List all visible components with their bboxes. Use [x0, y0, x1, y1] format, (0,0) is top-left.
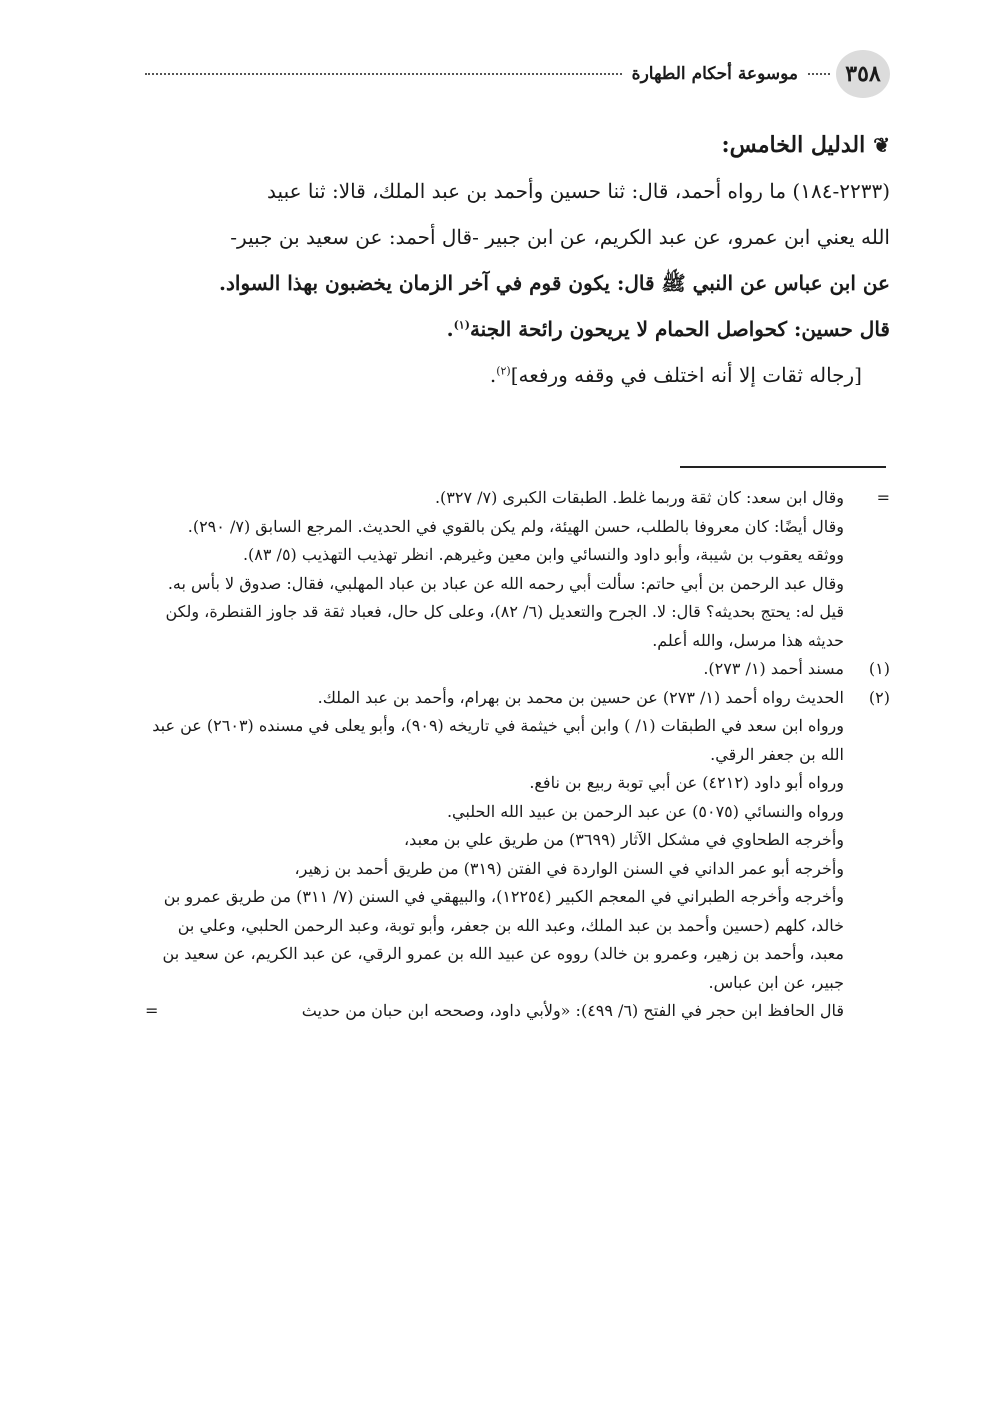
- continuation-body: [145, 484, 844, 655]
- header-dots-left: [145, 73, 622, 75]
- footnotes: [145, 484, 890, 1026]
- continuation-para: وقال أيضًا: كان معروفا بالطلب، حسن الهيئة، ولم يكن بالقوي في الحديث. المرجع السابق (٧/ ٢٩٠).: [187, 516, 844, 536]
- footnote-2-para: وأخرجه الطحاوي في مشكل الآثار (٣٦٩٩) من طريق علي بن معبد،: [404, 830, 844, 849]
- footnote-2-para: الحديث رواه أحمد (١/ ٢٧٣) عن حسين بن محمد بن بهرام، وأحمد بن عبد الملك.: [317, 687, 844, 707]
- footnote-2-para: ورواه ابن سعد في الطبقات (١/ ) وابن أبي خيثمة في تاريخه (٩٠٩)، وأبو يعلى في مسنده (٢٦٠٣) عن عبد الله بن جعفر الرقي.: [152, 716, 844, 764]
- line4-period: .: [446, 317, 454, 341]
- continued-mark: =: [145, 1001, 159, 1020]
- footnote-2-para: وأخرجه أبو عمر الداني في السنن الواردة في الفتن (٣١٩) من طريق أحمد بن زهير،: [294, 858, 844, 878]
- footnote-2-last-text: قال الحافظ ابن حجر في الفتح (٦/ ٤٩٩): «ولأبي داود، وصححه ابن حبان من حديث: [301, 1001, 844, 1020]
- header-dots-right: [808, 73, 830, 75]
- footnote-1: [145, 655, 890, 684]
- footnote-2-body: [145, 684, 844, 1026]
- footnote-2-mark: (٢): [868, 687, 890, 707]
- hadith-line-3: عن ابن عباس عن النبي ﷺ قال: يكون قوم في آخر الزمان يخضبون بهذا السواد.: [219, 271, 890, 295]
- heading-text: الدليل الخامس:: [721, 132, 866, 158]
- footnote-ref-2[interactable]: (٢): [496, 364, 511, 378]
- grade-line: [145, 352, 890, 398]
- running-header: [145, 50, 890, 98]
- grade-text: [رجاله ثقات إلا أنه اختلف في وقفه ورفعه]: [510, 363, 862, 387]
- page-number: ٣٥٨: [836, 50, 890, 98]
- footnote-1-mark: (١): [868, 659, 890, 678]
- footnote-2-para: وأخرجه وأخرجه الطبراني في المعجم الكبير (١٢٢٥٤)، والبيهقي في السنن (٧/ ٣١١) من طريق عمرو بن خالد، كلهم (حسين وأحمد بن عبد الملك، وعبد الله بن جعفر، وأبو توبة، وعبد الرحمن الحلبي، وعلي بن معبد، وأحمد بن زهير، وعمرو بن خالد) رووه عن عبيد الله بن عمرو الرقي، عن عبد الكريم، عن سعيد بن جبير، عن ابن عباس.: [162, 887, 844, 992]
- footnote-1-body: [145, 655, 844, 684]
- footnote-continuation: [145, 484, 890, 655]
- leaf-icon: ❦: [873, 133, 890, 157]
- main-text: [145, 122, 890, 398]
- footnote-ref-1[interactable]: (١): [453, 318, 470, 332]
- footnote-2: [145, 684, 890, 1026]
- footnote-2-para: ورواه أبو داود (٤٢١٢) عن أبي توبة ربيع بن نافع.: [529, 773, 844, 792]
- footnote-1-text: مسند أحمد (١/ ٢٧٣).: [703, 659, 844, 678]
- hadith-line-4-text: قال حسين: كحواصل الحمام لا يريحون رائحة الجنة: [469, 317, 890, 341]
- book-title: موسوعة أحكام الطهارة: [631, 64, 798, 84]
- footnote-separator: [680, 466, 886, 468]
- grade-period: .: [489, 363, 497, 387]
- hadith-line-4: [145, 306, 890, 352]
- footnote-2-last-line: [145, 997, 844, 1026]
- continuation-para: ووثقه يعقوب بن شيبة، وأبو داود والنسائي وابن معين وغيرهم. انظر تهذيب التهذيب (٥/ ٨٣).: [242, 545, 844, 564]
- hadith-line-2: الله يعني ابن عمرو، عن عبد الكريم، عن ابن جبير -قال أحمد: عن سعيد بن جبير-: [230, 225, 890, 249]
- continuation-mark: =: [876, 488, 890, 507]
- continuation-para: وقال ابن سعد: كان ثقة وربما غلط. الطبقات الكبرى (٧/ ٣٢٧).: [434, 488, 844, 507]
- footnote-2-para: ورواه والنسائي (٥٠٧٥) عن عبد الرحمن بن عبيد الله الحلبي.: [446, 801, 844, 821]
- section-heading: [145, 122, 890, 168]
- continuation-para: وقال عبد الرحمن بن أبي حاتم: سألت أبي رحمه الله عن عباد بن عباد المهلبي، فقال: صدوق لا بأس به. قيل له: يحتج بحديثه؟ قال: لا. الجرح والتعديل (٦/ ٨٢)، وعلى كل حال، فعباد ثقة قد جاوز القنطرة، ولكن حديثه هذا مرسل، والله أعلم.: [165, 573, 844, 650]
- hadith-line-1: (٢٢٣٣-١٨٤) ما رواه أحمد، قال: ثنا حسين وأحمد بن عبد الملك، قالا: ثنا عبيد: [267, 179, 890, 203]
